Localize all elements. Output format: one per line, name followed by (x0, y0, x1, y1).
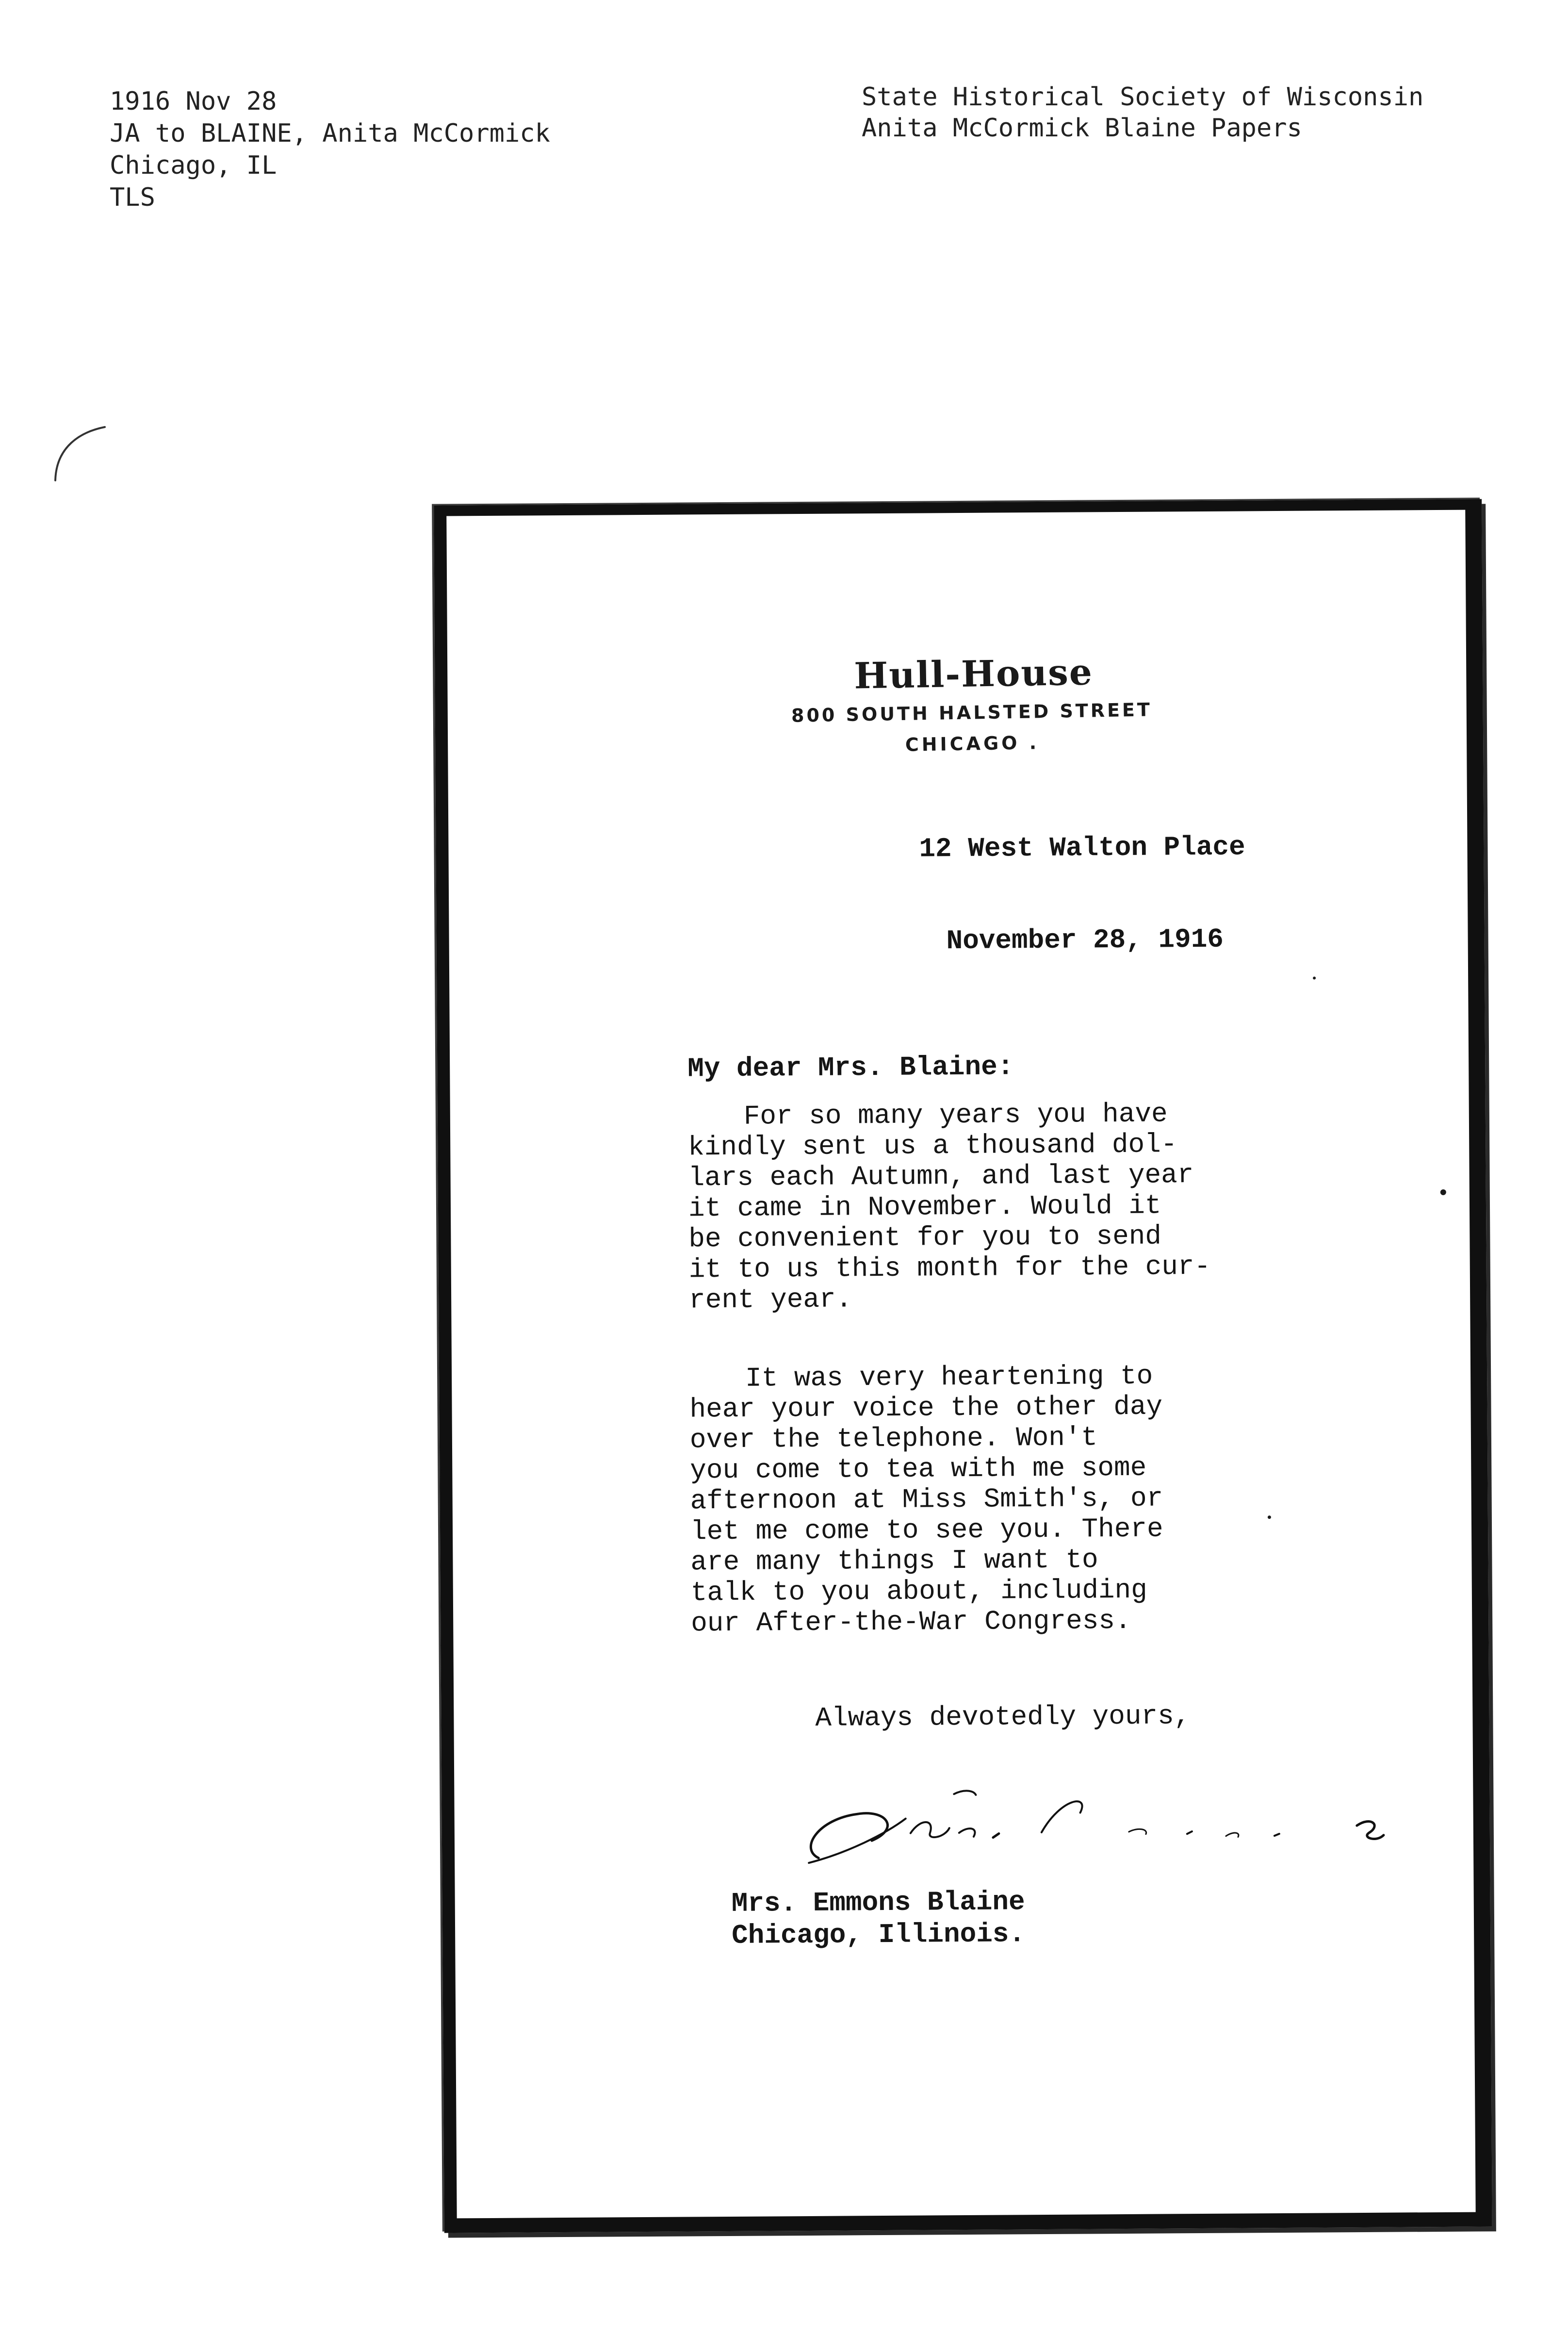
paragraph-line: our After-the-War Congress. (691, 1605, 1131, 1639)
catalog-date: 1916 Nov 28 (110, 87, 277, 116)
letter-date: November 28, 1916 (946, 923, 1224, 957)
ink-speck (1313, 977, 1316, 980)
catalog-header-left (110, 85, 550, 214)
letterhead-street: 800 SOUTH HALSTED STREET (791, 699, 1153, 726)
paragraph-line: hear your voice the other day (689, 1391, 1163, 1425)
catalog-place: Chicago, IL (110, 151, 277, 180)
catalog-repository: State Historical Society of Wisconsin (862, 82, 1424, 112)
recipient-name: Mrs. Emmons Blaine (731, 1886, 1025, 1919)
paragraph-line: For so many years you have (743, 1098, 1168, 1132)
paragraph-line: let me come to see you. There (690, 1513, 1163, 1547)
paragraph-line: it to us this month for the cur- (688, 1251, 1211, 1285)
paragraph-line: lars each Autumn, and last year (688, 1159, 1194, 1194)
catalog-collection: Anita McCormick Blaine Papers (862, 114, 1302, 143)
paragraph-line: rent year. (688, 1284, 852, 1316)
paragraph-line: kindly sent us a thousand dol- (688, 1129, 1177, 1163)
ink-speck (1268, 1515, 1271, 1519)
catalog-format: TLS (110, 183, 155, 212)
paragraph-line: you come to tea with me some (690, 1452, 1147, 1486)
ink-speck (1440, 1189, 1446, 1195)
paragraph-line: It was very heartening to (745, 1360, 1153, 1394)
handwritten-signature (789, 1758, 1396, 1868)
letterhead (447, 645, 1467, 763)
catalog-correspondents: JA to BLAINE, Anita McCormick (110, 119, 550, 148)
paragraph-line: it came in November. Would it (688, 1190, 1161, 1224)
body-paragraph-1 (688, 1099, 1211, 1316)
salutation: My dear Mrs. Blaine: (687, 1051, 1014, 1085)
paragraph-line: over the telephone. Won't (689, 1422, 1098, 1456)
paragraph-line: are many things I want to (690, 1544, 1098, 1578)
closing: Always devotedly yours, (815, 1700, 1191, 1734)
paragraph-line: afternoon at Miss Smith's, or (690, 1482, 1163, 1517)
body-paragraph-2 (689, 1361, 1164, 1639)
letterhead-city: CHICAGO . (905, 732, 1040, 756)
recipient-city: Chicago, Illinois. (731, 1918, 1026, 1951)
paragraph-line: be convenient for you to send (688, 1220, 1162, 1255)
letter-sheet (434, 499, 1492, 2233)
paragraph-line: talk to you about, including (690, 1574, 1147, 1609)
letterhead-name: Hull-House (853, 651, 1094, 697)
pencil-mark-icon (47, 422, 114, 490)
return-address: 12 West Walton Place (919, 831, 1245, 865)
catalog-header-right (862, 82, 1423, 144)
recipient-block (732, 1886, 1026, 1952)
